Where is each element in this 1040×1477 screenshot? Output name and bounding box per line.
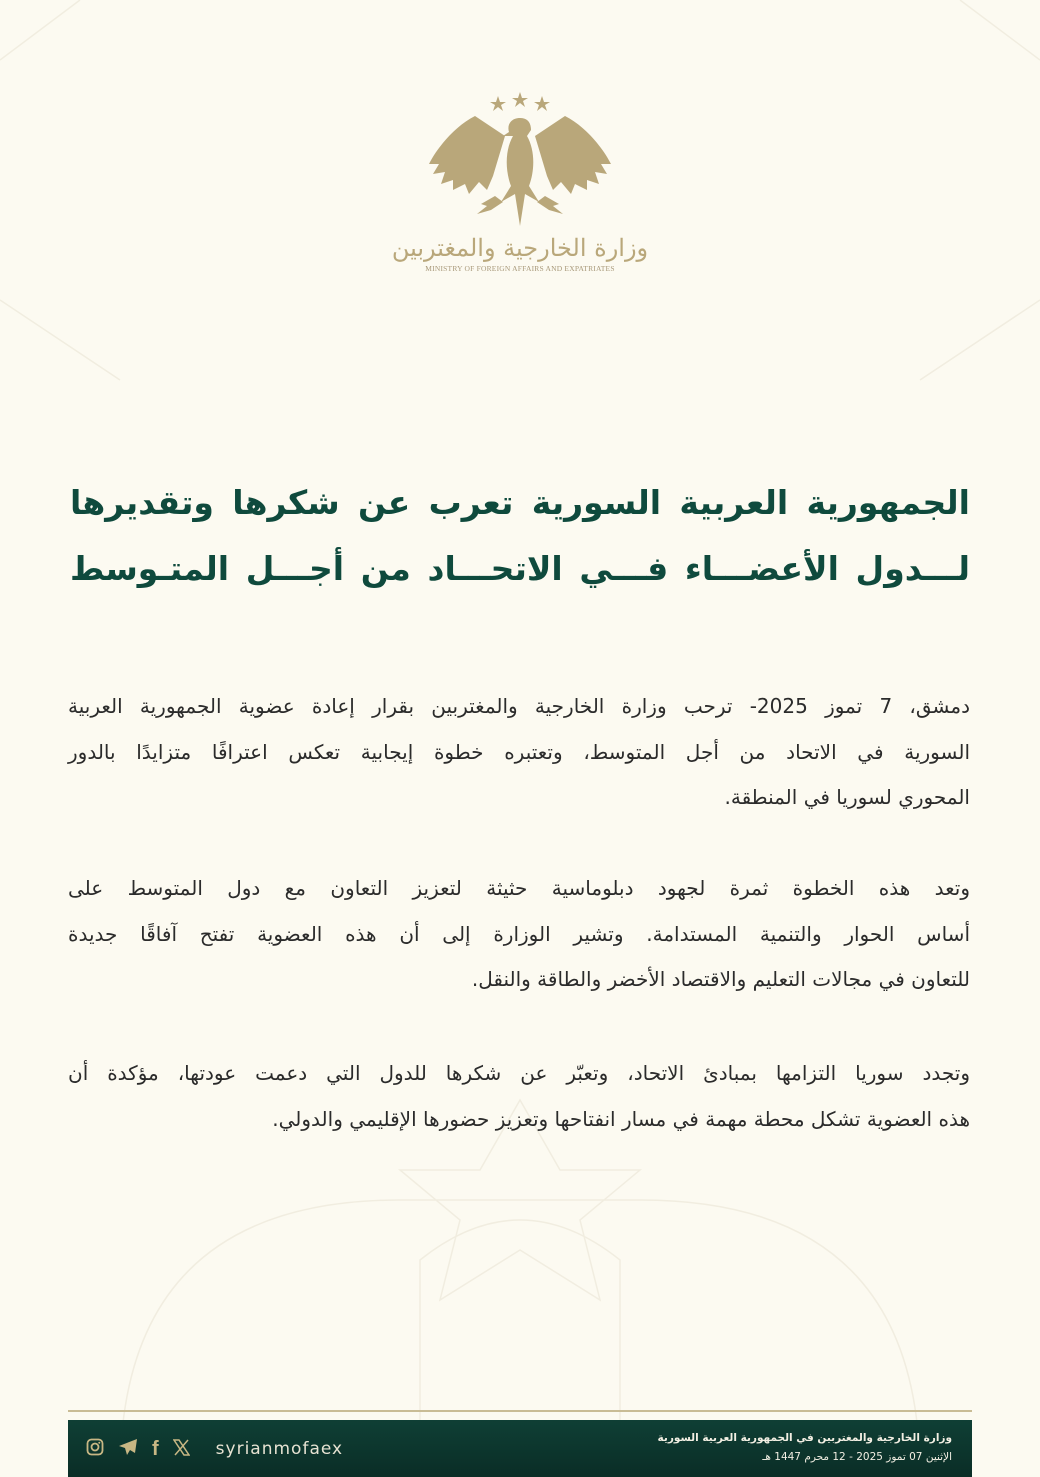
ministry-line: وزارة الخارجية والمغتربين في الجمهورية العربية السورية	[657, 1432, 952, 1444]
headline	[70, 470, 970, 602]
date-line: الإثنين 07 تموز 2025 - 12 محرم 1447 هـ	[762, 1451, 952, 1463]
headline-line: الجمهورية العربية السورية تعرب عن شكرها وتقديرها	[70, 483, 970, 522]
logo-english-name: MINISTRY OF FOREIGN AFFAIRS AND EXPATRIATES	[425, 264, 615, 273]
text-line: للتعاون في مجالات التعليم والاقتصاد الأخضر والطاقة والنقل.	[471, 967, 970, 991]
footer-divider	[68, 1410, 972, 1412]
paragraph-2	[68, 866, 970, 1003]
social-links	[86, 1420, 343, 1477]
text-line: المحوري لسوريا في المنطقة.	[724, 785, 970, 809]
logo-arabic-name: وزارة الخارجية والمغتربين	[391, 234, 649, 262]
text-line: وتجدد سوريا التزامها بمبادئ الاتحاد، وتعبّر عن شكرها للدول التي دعمت عودتها، مؤكدة أن	[68, 1061, 970, 1085]
social-handle[interactable]: syrianmofaex	[215, 1438, 344, 1459]
paragraph-3	[68, 1051, 970, 1142]
headline-line: لـــدول الأعضـــاء فـــي الاتحـــاد من أجـــل المتـوسط	[70, 549, 970, 588]
x-icon[interactable]	[173, 1439, 190, 1459]
text-line: وتعد هذه الخطوة ثمرة لجهود دبلوماسية حثيثة لتعزيز التعاون مع دول المتوسط على	[68, 876, 970, 900]
paragraph-1	[68, 684, 970, 821]
ministry-logo	[0, 90, 1040, 273]
telegram-icon[interactable]	[118, 1438, 138, 1459]
instagram-icon[interactable]	[86, 1438, 104, 1459]
footer-info	[658, 1429, 952, 1467]
text-line: دمشق، 7 تموز 2025- ترحب وزارة الخارجية والمغتربين بقرار إعادة عضوية الجمهورية العربية	[68, 694, 971, 718]
text-line: هذه العضوية تشكل محطة مهمة في مسار انفتاحها وتعزيز حضورها الإقليمي والدولي.	[272, 1106, 970, 1131]
text-line: السورية في الاتحاد من أجل المتوسط، وتعتبره خطوة إيجابية تعكس اعترافًا متزايدًا بالدور	[68, 739, 970, 764]
text-line: أساس الحوار والتنمية المستدامة. وتشير الوزارة إلى أن هذه العضوية تفتح آفاقًا جديدة	[68, 921, 970, 946]
facebook-icon[interactable]: f	[152, 1437, 159, 1460]
footer	[68, 1420, 972, 1477]
eagle-emblem-icon	[425, 90, 615, 230]
